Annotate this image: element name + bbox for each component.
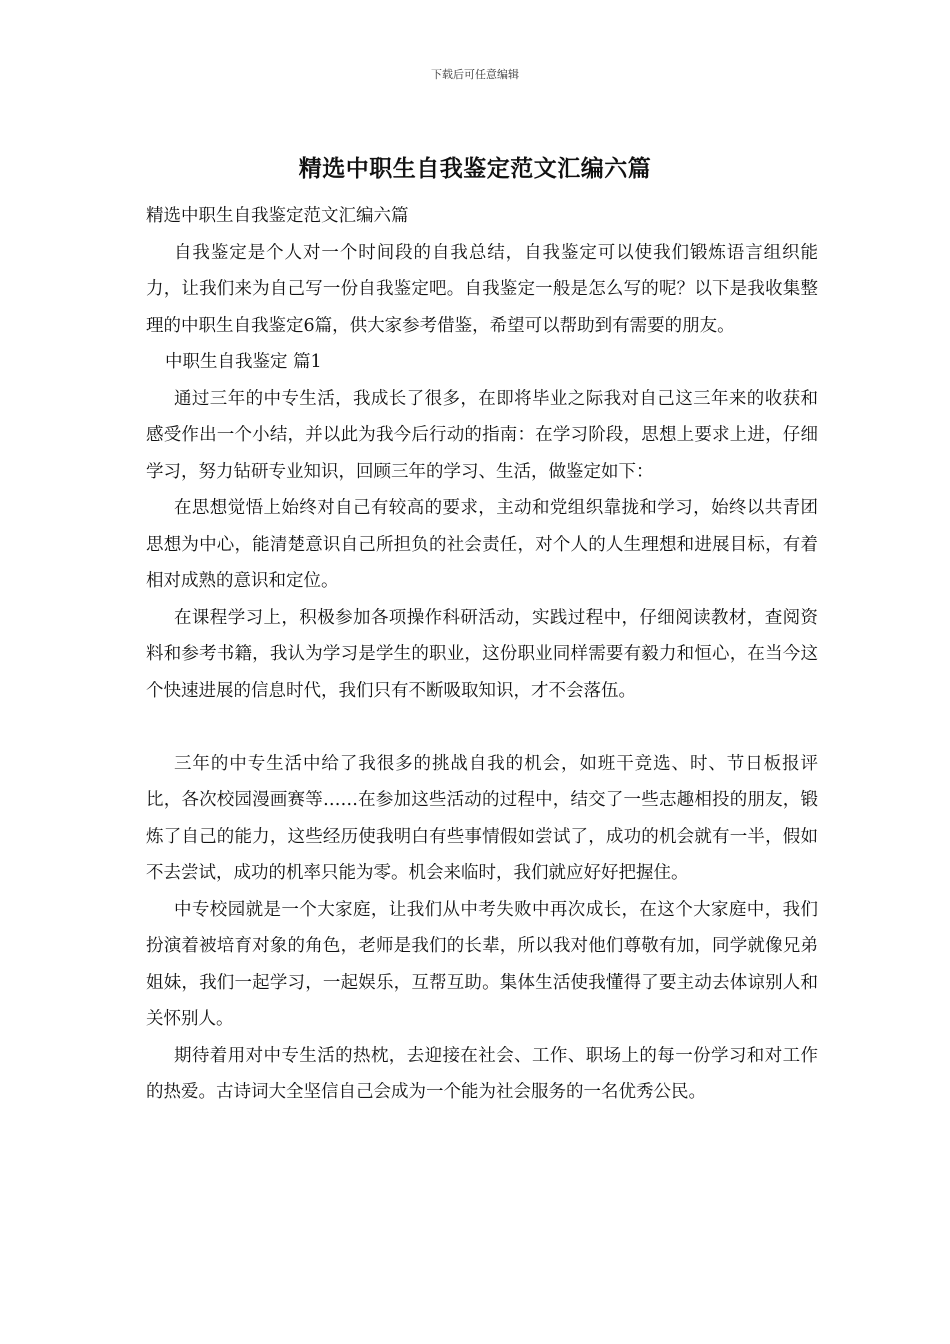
- body-paragraph: 中专校园就是一个大家庭，让我们从中考失败中再次成长，在这个大家庭中，我们扮演着被培育对象的角色，老师是我们的长辈，所以我对他们尊敬有加，同学就像兄弟姐妹，我们一起学习，一起娱乐，互帮互助。集体生活使我懂得了要主动去体谅别人和关怀别人。: [146, 899, 818, 1029]
- subtitle-line: 精选中职生自我鉴定范文汇编六篇: [146, 206, 409, 226]
- document-title: 精选中职生自我鉴定范文汇编六篇: [298, 155, 652, 182]
- body-paragraph: 通过三年的中专生活，我成长了很多，在即将毕业之际我对自己这三年来的收获和感受作出一个小结，并以此为我今后行动的指南：在学习阶段，思想上要求上进，仔细学习，努力钻研专业知识，回顾三年的学习、生活，做鉴定如下：: [146, 388, 818, 482]
- body-paragraph: 三年的中专生活中给了我很多的挑战自我的机会，如班干竞选、时、节日板报评比，各次校园漫画赛等……在参加这些活动的过程中，结交了一些志趣相投的朋友，锻炼了自己的能力，这些经历使我明白有些事情假如尝试了，成功的机会就有一半，假如不去尝试，成功的机率只能为零。机会来临时，我们就应好好把握住。: [146, 753, 818, 883]
- header-note: 下载后可任意编辑: [431, 68, 519, 81]
- section-heading: 中职生自我鉴定 篇1: [165, 352, 322, 372]
- paragraph-gap: [146, 709, 818, 746]
- intro-paragraph: 自我鉴定是个人对一个时间段的自我总结，自我鉴定可以使我们锻炼语言组织能力，让我们来为自己写一份自我鉴定吧。自我鉴定一般是怎么写的呢？以下是我收集整理的中职生自我鉴定6篇，供大家参考借鉴，希望可以帮助到有需要的朋友。: [146, 242, 818, 336]
- body-paragraph: 在课程学习上，积极参加各项操作科研活动，实践过程中，仔细阅读教材，查阅资料和参考书籍，我认为学习是学生的职业，这份职业同样需要有毅力和恒心，在当今这个快速进展的信息时代，我们只有不断吸取知识，才不会落伍。: [146, 607, 818, 701]
- body-paragraph: 在思想觉悟上始终对自己有较高的要求，主动和党组织靠拢和学习，始终以共青团思想为中心，能清楚意识自己所担负的社会责任，对个人的人生理想和进展目标，有着相对成熟的意识和定位。: [146, 498, 818, 591]
- body-paragraph: 期待着用对中专生活的热枕，去迎接在社会、工作、职场上的每一份学习和对工作的热爱。古诗词大全坚信自己会成为一个能为社会服务的一名优秀公民。: [146, 1045, 818, 1102]
- document-body: [146, 198, 818, 1111]
